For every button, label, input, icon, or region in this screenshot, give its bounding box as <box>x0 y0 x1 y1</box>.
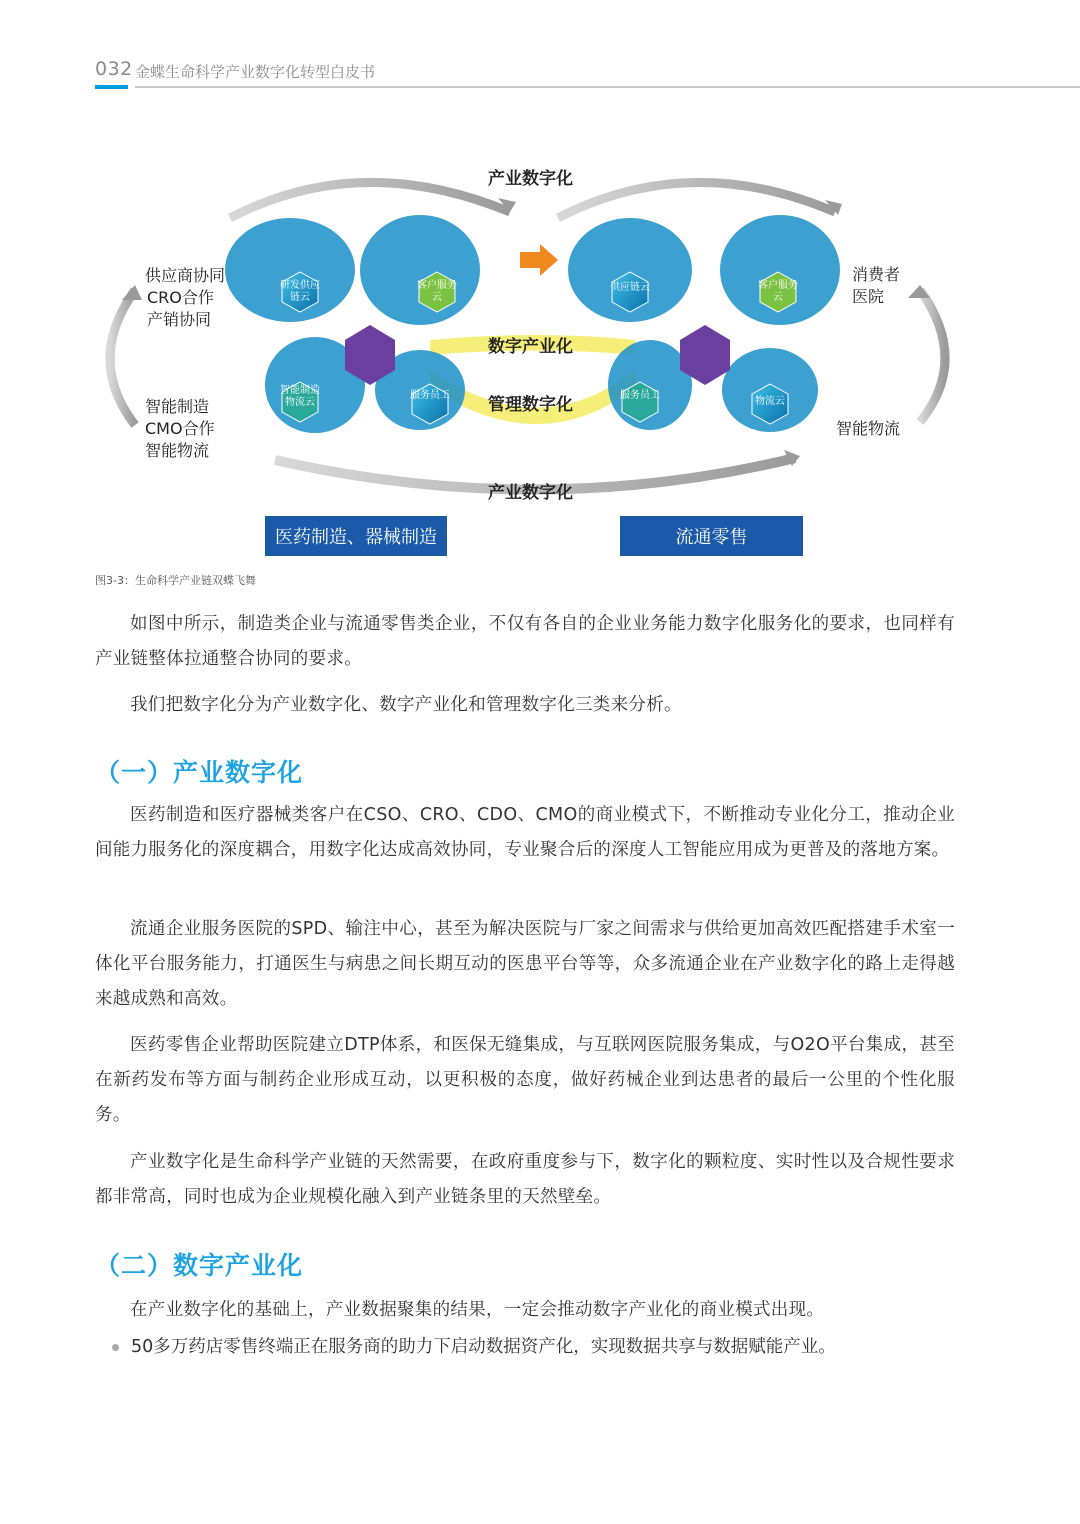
left-bottom-label-3: 智能物流 <box>145 441 210 460</box>
hex-label-manufacture: 智能制造物流云 <box>280 385 320 408</box>
figure-caption: 图3-3：生命科学产业链双蝶飞舞 <box>95 574 256 587</box>
section-heading-1: （一）产业数字化 <box>95 758 304 787</box>
paragraph-5: 医药零售企业帮助医院建立DTP体系，和医保无缝集成，与互联网医院服务集成，与O2O平台集成，甚至在新药发布等方面与制药企业形成互动，以更积极的态度，做好药械企业到达患者的最后一公里的个性化服务。 <box>95 1035 955 1125</box>
hex-label-customer-left: 客户服务云 <box>417 280 457 303</box>
doc-title: 金蝶生命科学产业数字化转型白皮书 <box>135 63 376 81</box>
paragraph-1: 如图中所示，制造类企业与流通零售类企业，不仅有各自的企业业务能力数字化服务化的要求，也同样有产业链整体拉通整合协同的要求。 <box>95 614 955 669</box>
hex-label-staff-left: 服务员工 <box>410 390 450 401</box>
bullet-text: 50多万药店零售终端正在服务商的助力下启动数据资产化，实现数据共享与数据赋能产业。 <box>131 1337 836 1357</box>
left-top-label-1: 供应商协同 <box>145 266 226 285</box>
diagram-graphics <box>90 160 970 565</box>
page-number: 032 <box>95 58 133 80</box>
right-bottom-label: 智能物流 <box>836 419 901 438</box>
bullet-dot <box>112 1344 119 1351</box>
hex-label-staff-right: 服务员工 <box>620 390 660 401</box>
arc-top-right <box>558 182 835 218</box>
label-top-industry-digitalization: 产业数字化 <box>488 169 573 189</box>
box-manufacturing: 医药制造、器械制造 <box>265 516 447 556</box>
right-top-label-2: 医院 <box>852 287 885 306</box>
label-bottom-industry-digitalization: 产业数字化 <box>488 483 573 503</box>
left-bottom-label-2: CMO合作 <box>145 419 215 438</box>
paragraph-3: 医药制造和医疗器械类客户在CSO、CRO、CDO、CMO的商业模式下，不断推动专业化分工，推动企业间能力服务化的深度耦合，用数字化达成高效协同，专业聚合后的深度人工智能应用成为更普及的落地方案。 <box>95 805 955 860</box>
label-management-digitalization: 管理数字化 <box>488 395 573 415</box>
bullet-item <box>112 1330 972 1365</box>
paragraph-2: 我们把数字化分为产业数字化、数字产业化和管理数字化三类来分析。 <box>130 695 682 715</box>
section-heading-2: （二）数字产业化 <box>95 1251 304 1280</box>
arc-left <box>110 290 135 425</box>
page-header <box>95 58 1080 92</box>
arc-top-left <box>230 182 510 218</box>
right-top-label-1: 消费者 <box>852 265 901 284</box>
arc-arrowhead <box>908 285 930 298</box>
left-top-label-3: 产销协同 <box>147 310 212 329</box>
box-retail: 流通零售 <box>620 516 803 556</box>
arc-right <box>920 290 945 422</box>
orange-arrow <box>520 244 558 276</box>
header-accent-bar <box>95 85 128 89</box>
paragraph-6: 产业数字化是生命科学产业链的天然需要，在政府重度参与下，数字化的颗粒度、实时性以及合规性要求都非常高，同时也成为企业规模化融入到产业链条里的天然壁垒。 <box>95 1152 955 1207</box>
left-top-label-2: CRO合作 <box>147 288 214 307</box>
hex-label-customer-right: 客户服务云 <box>758 280 798 303</box>
paragraph-7: 在产业数字化的基础上，产业数据聚集的结果，一定会推动数字产业化的商业模式出现。 <box>130 1300 825 1320</box>
butterfly-diagram <box>90 160 970 565</box>
paragraph-4: 流通企业服务医院的SPD、输注中心，甚至为解决医院与厂家之间需求与供给更加高效匹配搭建手术室一体化平台服务能力，打通医生与病患之间长期互动的医患平台等等，众多流通企业在产业数字化的路上走得越来越成熟和高效。 <box>95 919 955 1009</box>
label-digital-industrialization: 数字产业化 <box>488 337 573 357</box>
header-rule <box>135 86 1080 88</box>
left-bottom-label-1: 智能制造 <box>145 397 210 416</box>
hex-label-rd-supply: 研发供应链云 <box>280 280 320 303</box>
hex-label-logistics: 物流云 <box>755 396 785 407</box>
arc-arrowhead <box>122 285 142 300</box>
hex-label-supply-right: 供应链云 <box>610 282 650 293</box>
